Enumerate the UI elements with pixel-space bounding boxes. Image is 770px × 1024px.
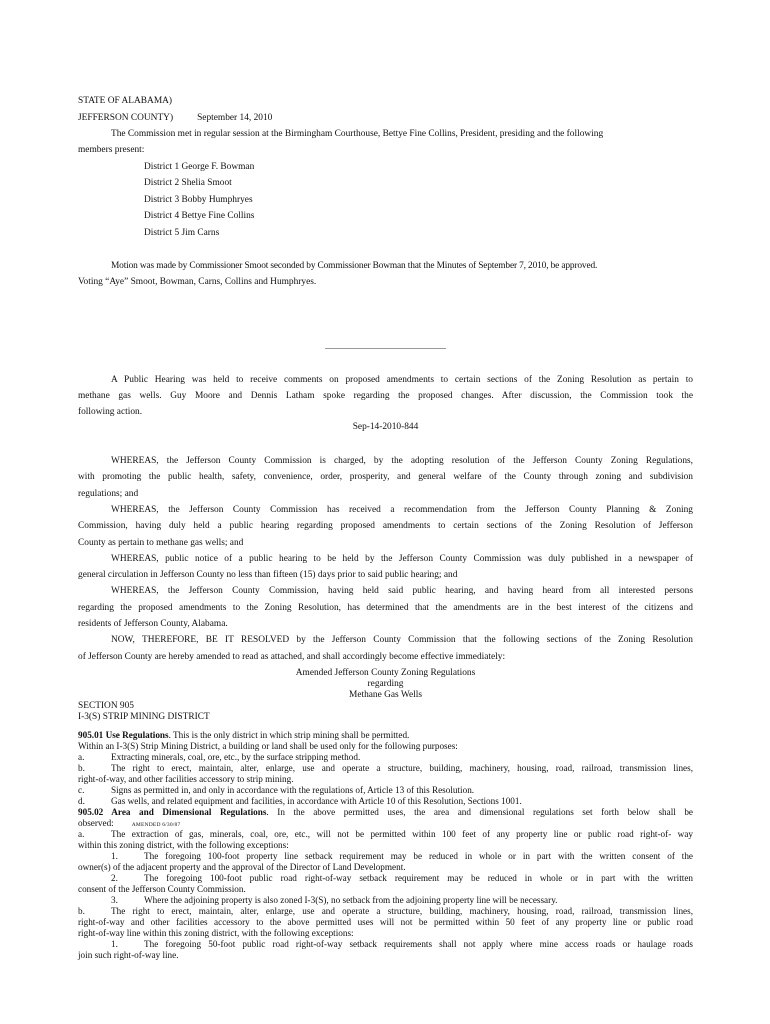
item-b-label: b. (78, 763, 85, 773)
exception-b1-label: 1. (111, 939, 118, 949)
section-divider (325, 348, 446, 349)
area-b-line-1: The right to erect, maintain, alter, enlarge, use and operate a structure, building, machinery, housing, road, railroad, transmission lines, (111, 906, 693, 916)
area-regulations-line (78, 807, 693, 818)
member-district-3: District 3 Bobby Humphryes (144, 195, 253, 205)
exception-3-line-1: Where the adjoining property is also zoned I-3(S), no setback from the adjoining property line will be necessary. (144, 895, 558, 905)
use-regulations-text: . This is the only district in which strip mining shall be permitted. (168, 730, 410, 740)
area-b-line-2: right-of-way and other facilities accessory to the above permitted uses will not be permitted within 50 feet of any property line or public road (78, 917, 693, 927)
amended-title-2: regarding (367, 679, 404, 689)
county-label: JEFFERSON COUNTY) (78, 113, 174, 123)
member-district-1: District 1 George F. Bowman (144, 162, 255, 172)
resolution-id: Sep-14-2010-844 (352, 422, 419, 432)
resolved-line-1: NOW, THEREFORE, BE IT RESOLVED by the Jefferson County Commission that the following sections of the Zoning Resolution (111, 635, 693, 645)
whereas-4-line-3: residents of Jefferson County, Alabama. (78, 619, 228, 629)
use-regulations-line-2: Within an I-3(S) Strip Mining District, a building or land shall be used only for the following purposes: (78, 741, 458, 751)
section-number: SECTION 905 (78, 701, 134, 711)
whereas-1-line-2: with promoting the public health, safety, convenience, order, prosperity, and general welfare of the County through zoning and subdivision (78, 472, 693, 482)
exception-2-line-1: The foregoing 100-foot public road right-of-way setback requirement may be reduced in whole or in part with the written (144, 873, 693, 883)
area-a-label: a. (78, 829, 85, 839)
state-line: STATE OF ALABAMA) (78, 96, 173, 106)
whereas-2-line-1: WHEREAS, the Jefferson County Commission has received a recommendation from the Jefferson County Planning & Zoning (111, 505, 693, 515)
county-line (78, 112, 693, 124)
area-regulations-text: . In the above permitted uses, the area and dimensional regulations set forth below shall be (266, 807, 694, 817)
area-regulations-heading: 905.02 Area and Dimensional Regulations (78, 807, 267, 817)
item-d-text: Gas wells, and related equipment and facilities, in accordance with Article 10 of this Resolution, Sections 1001. (111, 796, 522, 806)
exception-1-label: 1. (111, 851, 118, 861)
motion-line-2: Voting “Aye” Smoot, Bowman, Carns, Collins and Humphryes. (78, 277, 317, 287)
exception-1-line-1: The foregoing 100-foot property line setback requirement may be reduced in whole or in part with the written consent of the (144, 851, 693, 861)
hearing-line-3: following action. (78, 407, 143, 417)
intro-line-2: members present: (78, 145, 145, 155)
area-b-label: b. (78, 906, 85, 916)
intro-line-1: The Commission met in regular session at the Birmingham Courthouse, Bettye Fine Collins, President, presiding and the following (111, 129, 604, 139)
motion-line-1: Motion was made by Commissioner Smoot seconded by Commissioner Bowman that the Minutes of September 7, 2010, be approved. (111, 261, 598, 271)
member-district-4: District 4 Bettye Fine Collins (144, 211, 255, 221)
item-b-continued: right-of-way, and other facilities accessory to strip mining. (78, 774, 294, 784)
whereas-4-line-1: WHEREAS, the Jefferson County Commission, having held said public hearing, and having heard from all interested persons (111, 586, 693, 596)
member-district-5: District 5 Jim Carns (144, 228, 220, 238)
area-b-line-3: right-of-way line within this zoning district, with the following exceptions: (78, 928, 354, 938)
exception-3-label: 3. (111, 895, 118, 905)
exception-b1-line-1: The foregoing 50-foot public road right-of-way setback requirements shall not apply where mine access roads or haulage roads (144, 939, 693, 949)
item-c-text: Signs as permitted in, and only in accordance with the regulations of, Article 13 of this Resolution. (111, 785, 475, 795)
whereas-4-line-2: regarding the proposed amendments to the Zoning Resolution, has determined that the amendments are in the best interest of the citizens and (78, 603, 693, 613)
area-a-line-1: The extraction of gas, minerals, coal, ore, etc., will not be permitted within 100 feet of any property line or public road right-of- way (111, 829, 693, 839)
item-a-label: a. (78, 752, 85, 762)
meeting-date: September 14, 2010 (197, 113, 273, 123)
whereas-1-line-1: WHEREAS, the Jefferson County Commission is charged, by the adopting resolution of the Jefferson County Zoning Regulations, (111, 456, 693, 466)
item-a-text: Extracting minerals, coal, ore, etc., by the surface stripping method. (111, 752, 361, 762)
whereas-2-line-3: County as pertain to methane gas wells; and (78, 538, 244, 548)
item-c-label: c. (78, 785, 85, 795)
area-a-line-2: within this zoning district, with the following exceptions: (78, 840, 289, 850)
hearing-line-1: A Public Hearing was held to receive comments on proposed amendments to certain sections of the Zoning Resolution as pertain to (111, 375, 693, 385)
whereas-2-line-2: Commission, having duly held a public hearing regarding proposed amendments to certain sections of the Zoning Resolution of Jefferson (78, 521, 693, 531)
hearing-line-2: methane gas wells. Guy Moore and Dennis Latham spoke regarding the proposed changes. After discussion, the Commission took the (78, 391, 693, 401)
exception-1-line-2: owner(s) of the adjacent property and the approval of the Director of Land Development. (78, 862, 406, 872)
use-regulations-heading: 905.01 Use Regulations (78, 730, 169, 740)
item-d-label: d. (78, 796, 85, 806)
amended-note: AMENDED 6/30/87 (131, 822, 181, 828)
member-district-2: District 2 Shelia Smoot (144, 178, 232, 188)
whereas-3-line-1: WHEREAS, public notice of a public hearing to be held by the Jefferson County Commission was duly published in a newspaper of (111, 554, 693, 564)
exception-b1-line-2: join such right-of-way line. (78, 950, 179, 960)
observed-label: observed: (78, 818, 114, 828)
exception-2-label: 2. (111, 873, 118, 883)
section-name: I-3(S) STRIP MINING DISTRICT (78, 712, 210, 722)
whereas-3-line-2: general circulation in Jefferson County no less than fifteen (15) days prior to said public hearing; and (78, 570, 458, 580)
resolved-line-2: of Jefferson County are hereby amended to read as attached, and shall accordingly become effective immediately: (78, 652, 506, 662)
whereas-1-line-3: regulations; and (78, 489, 139, 499)
use-regulations-line (78, 730, 693, 741)
item-b-text: The right to erect, maintain, alter, enlarge, use and operate a structure, building, machinery, housing, road, railroad, transmission lines, (111, 763, 693, 773)
amended-title-1: Amended Jefferson County Zoning Regulations (295, 668, 476, 678)
exception-2-line-2: consent of the Jefferson County Commission. (78, 884, 246, 894)
amended-title-3: Methane Gas Wells (348, 690, 422, 700)
